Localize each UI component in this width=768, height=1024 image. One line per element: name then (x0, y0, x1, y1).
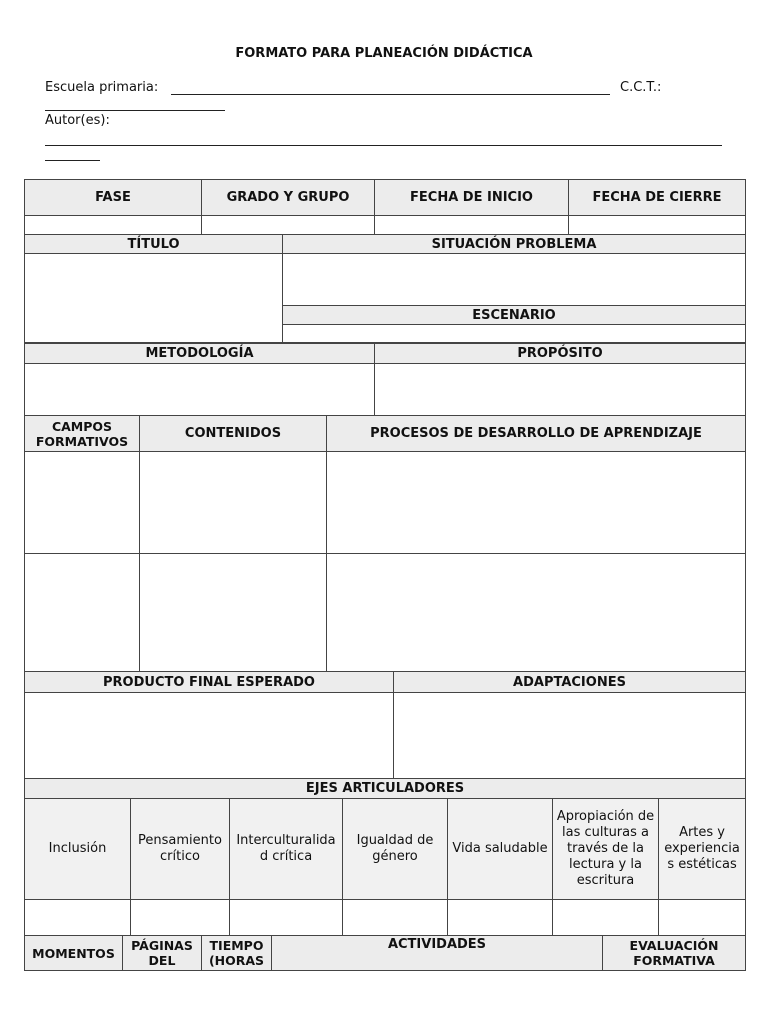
phase-cell[interactable] (25, 216, 202, 235)
title-situation-table (24, 234, 746, 343)
methodology-cell[interactable] (25, 364, 375, 416)
contents-cell[interactable] (140, 452, 327, 554)
scenario-cell[interactable] (283, 325, 746, 343)
authors-blank[interactable] (45, 145, 722, 146)
methodology-table (24, 343, 746, 416)
axes-table (24, 778, 746, 936)
contents-header: CONTENIDOS (140, 416, 327, 452)
axis-healthy-life-cell[interactable] (448, 900, 553, 936)
activities-table (24, 935, 746, 971)
pages-header: PÁGINAS DEL (123, 936, 202, 971)
phase-table (24, 179, 746, 235)
methodology-header: METODOLOGÍA (25, 344, 375, 364)
learning-processes-header: PROCESOS DE DESARROLLO DE APRENDIZAJE (327, 416, 746, 452)
end-date-cell[interactable] (569, 216, 746, 235)
axis-arts: Artes y experiencia s estéticas (659, 799, 746, 900)
formative-field-cell[interactable] (25, 452, 140, 554)
end-date-header: FECHA DE CIERRE (569, 180, 746, 216)
product-table (24, 671, 746, 779)
document-title: FORMATO PARA PLANEACIÓN DIDÁCTICA (235, 46, 533, 61)
school-label: Escuela primaria: (45, 80, 159, 95)
learning-process-cell[interactable] (327, 452, 746, 554)
grade-group-cell[interactable] (202, 216, 375, 235)
start-date-header: FECHA DE INICIO (375, 180, 569, 216)
axes-title: EJES ARTICULADORES (25, 779, 746, 799)
start-date-cell[interactable] (375, 216, 569, 235)
axis-critical-thinking-cell[interactable] (131, 900, 230, 936)
formative-field-cell[interactable] (25, 554, 140, 672)
formative-evaluation-header: EVALUACIÓN FORMATIVA (603, 936, 746, 971)
axis-interculturality-cell[interactable] (230, 900, 343, 936)
school-name-blank[interactable] (171, 94, 610, 95)
axis-gender-equality-cell[interactable] (343, 900, 448, 936)
scenario-header: ESCENARIO (283, 306, 746, 325)
formative-fields-header: CAMPOS FORMATIVOS (25, 416, 140, 452)
adaptations-cell[interactable] (394, 693, 746, 779)
activities-header: ACTIVIDADES (272, 936, 603, 971)
problem-situation-header: SITUACIÓN PROBLEMA (283, 235, 746, 254)
title-cell[interactable] (25, 254, 283, 343)
purpose-header: PROPÓSITO (375, 344, 746, 364)
axis-interculturality: Interculturalida d crítica (230, 799, 343, 900)
grade-group-header: GRADO Y GRUPO (202, 180, 375, 216)
adaptations-header: ADAPTACIONES (394, 672, 746, 693)
axis-gender-equality: Igualdad de género (343, 799, 448, 900)
final-product-header: PRODUCTO FINAL ESPERADO (25, 672, 394, 693)
axis-inclusion: Inclusión (25, 799, 131, 900)
axis-arts-cell[interactable] (659, 900, 746, 936)
moments-header: MOMENTOS (25, 936, 123, 971)
cct-label: C.C.T.: (620, 80, 662, 95)
authors-label: Autor(es): (45, 113, 110, 128)
cct-blank[interactable] (45, 110, 225, 111)
problem-situation-cell[interactable] (283, 254, 746, 306)
axis-reading-writing: Apropiación de las culturas a través de la lectura y la escritura (553, 799, 659, 900)
phase-header: FASE (25, 180, 202, 216)
learning-process-cell[interactable] (327, 554, 746, 672)
axis-inclusion-cell[interactable] (25, 900, 131, 936)
authors-blank-continued[interactable] (45, 160, 100, 161)
axis-critical-thinking: Pensamiento crítico (131, 799, 230, 900)
purpose-cell[interactable] (375, 364, 746, 416)
final-product-cell[interactable] (25, 693, 394, 779)
contents-table (24, 415, 746, 672)
time-header: TIEMPO (HORAS (202, 936, 272, 971)
axis-healthy-life: Vida saludable (448, 799, 553, 900)
axis-reading-writing-cell[interactable] (553, 900, 659, 936)
title-header: TÍTULO (25, 235, 283, 254)
contents-cell[interactable] (140, 554, 327, 672)
